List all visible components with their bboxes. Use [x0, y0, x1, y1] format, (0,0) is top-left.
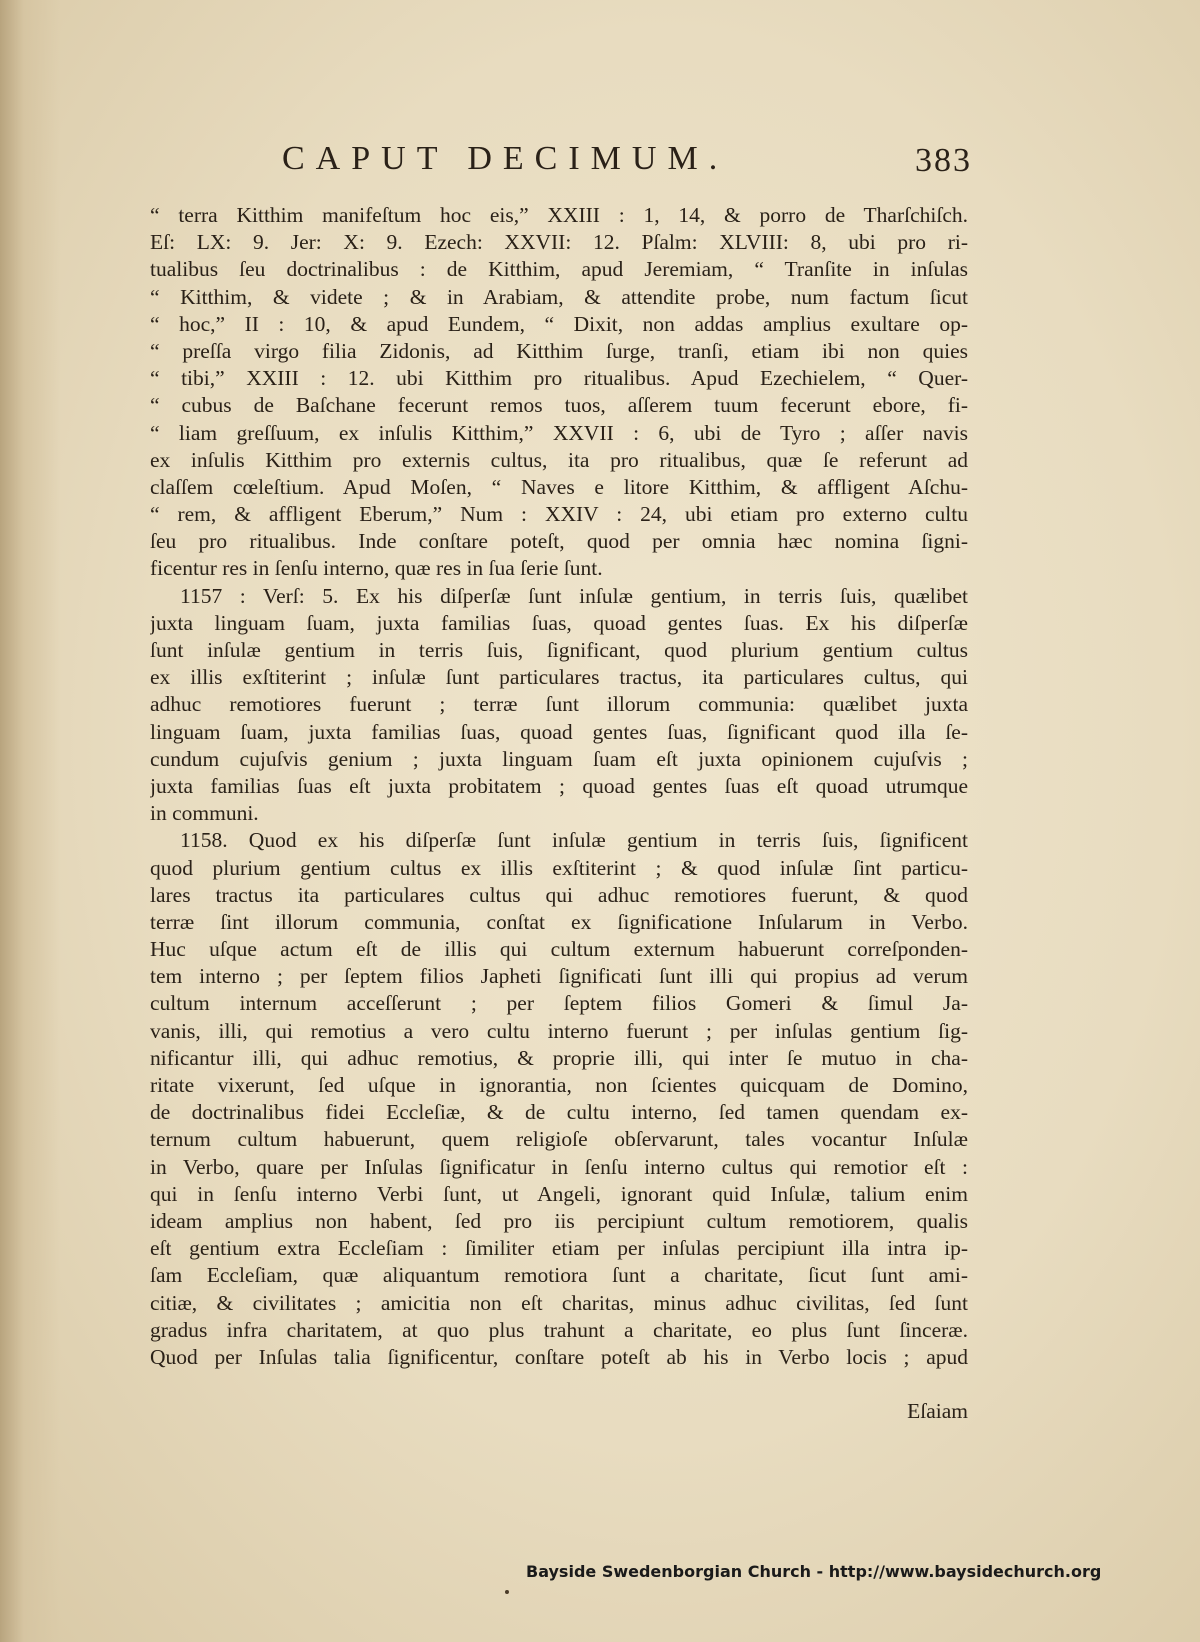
text-line: adhuc remotiores fuerunt ; terræ ſunt illorum communia: quælibet juxta: [150, 692, 968, 717]
spine-shadow: [0, 0, 60, 1642]
text-line: qui in ſenſu interno Verbi ſunt, ut Angeli, ignorant quid Inſulæ, talium enim: [150, 1181, 968, 1206]
text-line: ex inſulis Kitthim pro externis cultus, ita pro ritualibus, quæ ſe referunt ad: [150, 447, 968, 472]
text-line: ritate vixerunt, ſed uſque in ignorantia, non ſcientes quicquam de Domino,: [150, 1073, 968, 1097]
running-head: CAPUT DECIMUM.: [282, 140, 729, 177]
text-line: “ liam greſſuum, ex inſulis Kitthim,” XXVII : 6, ubi de Tyro ; aſſer navis: [150, 420, 968, 445]
text-line: Huc uſque actum eſt de illis qui cultum externum habuerunt correſponden-: [150, 937, 968, 962]
text-line: claſſem cœleſtium. Apud Moſen, “ Naves e litore Kitthim, & affligent Aſchu-: [150, 474, 968, 499]
text-line: citiæ, & civilitates ; amicitia non eſt charitas, minus adhuc civilitas, ſed ſunt: [150, 1290, 968, 1315]
text-line: tem interno ; per ſeptem filios Japheti ſignificati ſunt illi qui propius ad verum: [150, 964, 968, 989]
text-line: “ Kitthim, & videte ; & in Arabiam, & attendite probe, num factum ſicut: [150, 284, 968, 309]
page-number: 383: [915, 142, 972, 179]
page-header: [150, 140, 980, 190]
text-line: [150, 1371, 968, 1398]
text-line: quod plurium gentium cultus ex illis exſtiterint ; & quod inſulæ ſint particu-: [150, 855, 968, 880]
paragraph-1157-start: 1157 : Verſ: 5. Ex his diſperſæ ſunt inſulæ gentium, in terris ſuis, quælibet: [180, 583, 968, 608]
text-line: ex illis exſtiterint ; inſulæ ſunt particulares tractus, ita particulares cultus, qui: [150, 665, 968, 690]
text-line: cultum internum acceſſerunt ; per ſeptem filios Gomeri & ſimul Ja-: [150, 991, 968, 1016]
text-line: ficentur res in ſenſu interno, quæ res in ſua ſerie ſunt.: [150, 556, 603, 581]
text-line: “ cubus de Baſchane fecerunt remos tuos, aſſerem tuum fecerunt ebore, fi-: [150, 393, 968, 418]
text-line: juxta linguam ſuam, juxta familias ſuas, quoad gentes ſuas. Ex his diſperſæ: [150, 610, 968, 635]
text-line: gradus infra charitatem, at quo plus trahunt a charitate, eo plus ſunt ſinceræ.: [150, 1317, 968, 1342]
text-line: ternum cultum habuerunt, quem religioſe obſervarunt, tales vocantur Inſulæ: [150, 1127, 968, 1152]
text-line: tualibus ſeu doctrinalibus : de Kitthim, apud Jeremiam, “ Tranſite in inſulas: [150, 257, 968, 282]
body-text: [150, 202, 968, 1425]
text-line: ideam amplius non habent, ſed pro iis percipiunt cultum remotiorem, qualis: [150, 1208, 968, 1233]
ink-dot: [505, 1590, 509, 1594]
text-line: “ tibi,” XXIII : 12. ubi Kitthim pro ritualibus. Apud Ezechielem, “ Quer-: [150, 366, 968, 391]
catchword: Eſaiam: [907, 1399, 968, 1424]
text-line: linguam ſuam, juxta familias ſuas, quoad gentes ſuas, ſignificant quod illa ſe-: [150, 719, 968, 744]
text-line: ſeu pro ritualibus. Inde conſtare poteſt, quod per omnia hæc nomina ſigni-: [150, 529, 968, 554]
text-line: vanis, illi, qui remotius a vero cultu interno fuerunt ; per inſulas gentium ſig-: [150, 1018, 968, 1043]
text-line: lares tractus ita particulares cultus qui adhuc remotiores fuerunt, & quod: [150, 882, 968, 907]
text-line: cundum cujuſvis genium ; juxta linguam ſuam eſt juxta opinionem cujuſvis ;: [150, 746, 968, 771]
text-line: “ hoc,” II : 10, & apud Eundem, “ Dixit, non addas amplius exultare op-: [150, 311, 968, 336]
text-line: Eſ: LX: 9. Jer: X: 9. Ezech: XXVII: 12. Pſalm: XLVIII: 8, ubi pro ri-: [150, 230, 968, 255]
footer-credit: Bayside Swedenborgian Church - http://www.baysidechurch.org: [526, 1562, 1102, 1581]
paragraph-1158-start: 1158. Quod ex his diſperſæ ſunt inſulæ gentium in terris ſuis, ſignificent: [180, 828, 968, 853]
text-line: ſunt inſulæ gentium in terris ſuis, ſignificant, quod plurium gentium cultus: [150, 638, 968, 662]
text-line: juxta familias ſuas eſt juxta probitatem ; quoad gentes ſuas eſt quoad utrumque: [150, 773, 968, 798]
text-line: “ preſſa virgo filia Zidonis, ad Kitthim ſurge, tranſi, etiam ibi non quies: [150, 338, 968, 363]
text-line: in Verbo, quare per Inſulas ſignificatur in ſenſu interno cultus qui remotior eſt :: [150, 1154, 968, 1179]
text-line: “ rem, & affligent Eberum,” Num : XXIV : 24, ubi etiam pro externo cultu: [150, 502, 968, 527]
text-line: ſam Eccleſiam, quæ aliquantum remotiora ſunt a charitate, ſicut ſunt ami-: [150, 1263, 968, 1288]
text-line: in communi.: [150, 801, 259, 826]
text-line: terræ ſint illorum communia, conſtat ex ſignificatione Inſularum in Verbo.: [150, 909, 968, 934]
text-line: eſt gentium extra Eccleſiam : ſimiliter etiam per inſulas percipiunt illa intra ip-: [150, 1236, 968, 1261]
text-line: Quod per Inſulas talia ſignificentur, conſtare poteſt ab his in Verbo locis ; apud: [150, 1344, 968, 1369]
text-line: de doctrinalibus fidei Eccleſiæ, & de cultu interno, ſed tamen quendam ex-: [150, 1100, 968, 1125]
text-line: “ terra Kitthim manifeſtum hoc eis,” XXIII : 1, 14, & porro de Tharſchiſch.: [150, 203, 968, 227]
text-line: nificantur illi, qui adhuc remotius, & proprie illi, qui inter ſe mutuo in cha-: [150, 1045, 968, 1070]
